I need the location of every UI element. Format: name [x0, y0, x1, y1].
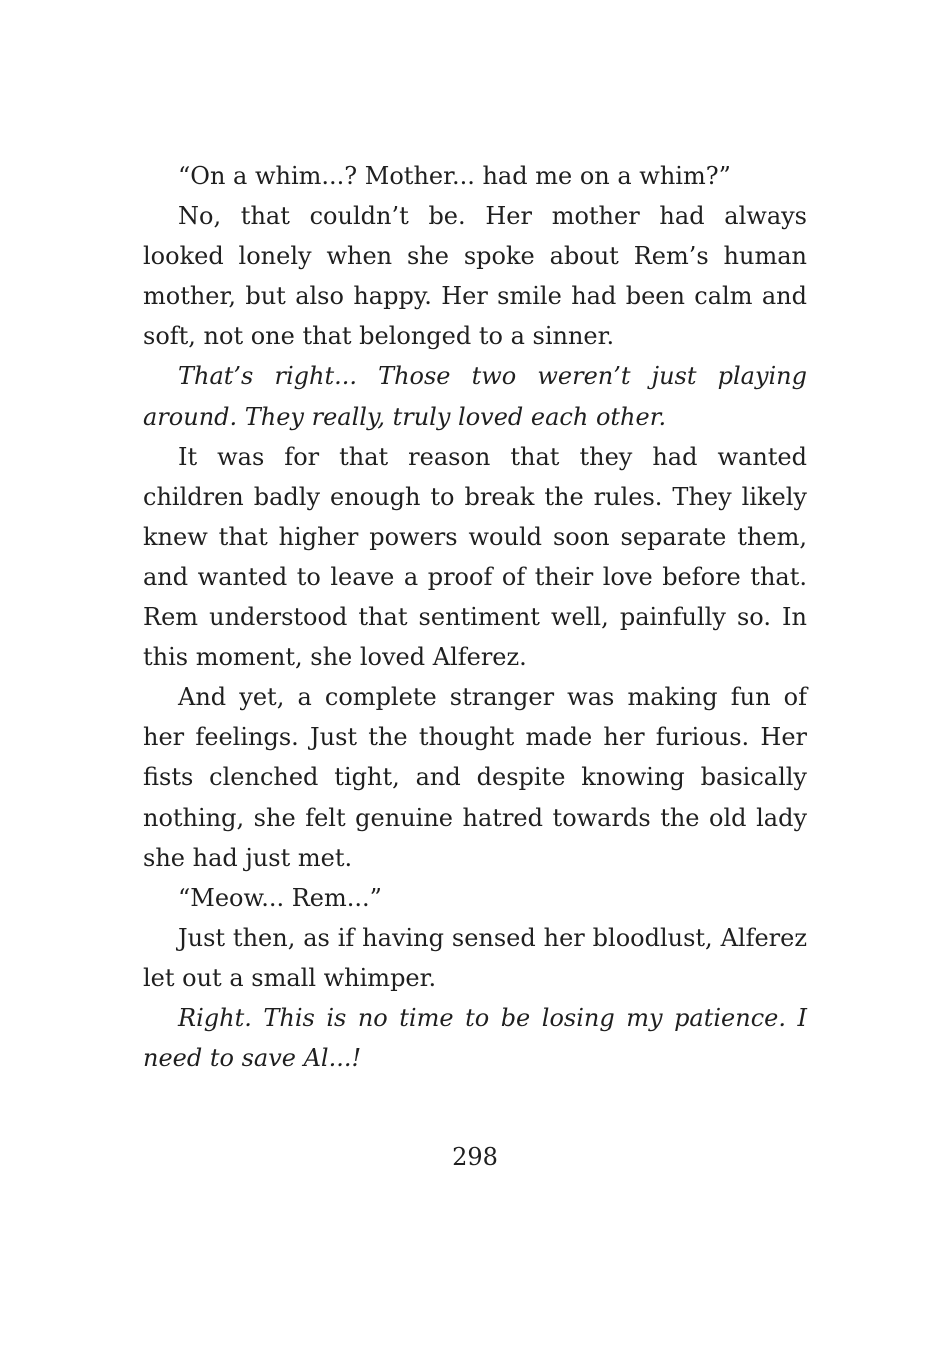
paragraph-whimper: Just then, as if having sensed her bloodlust, Alferez let out a small whimper. [143, 923, 807, 992]
body-text [143, 156, 807, 1078]
paragraph-mother-lonely: No, that couldn’t be. Her mother had always looked lonely when she spoke about Rem’s human mother, but also happy. Her smile had been calm and soft, not one that belonged to a sinner. [143, 202, 807, 351]
paragraph-dialogue-whim: “On a whim...? Mother... had me on a whim?” [178, 162, 731, 190]
paragraph-thought-save-al: Right. This is no time to be losing my patience. I need to save Al...! [143, 1003, 807, 1073]
page-number: 298 [452, 1143, 498, 1171]
paragraph-thought-loved: That’s right... Those two weren’t just playing around. They really, truly loved each other. [143, 362, 807, 431]
paragraph-dialogue-meow: “Meow... Rem...” [178, 883, 382, 912]
paragraph-stranger-hatred: And yet, a complete stranger was making fun of her feelings. Just the thought made her furious. Her fists clenched tight, and despite knowing basically nothing, she felt genuine hatred towards the old lady she had just met. [143, 683, 807, 872]
paragraph-break-rules: It was for that reason that they had wanted children badly enough to break the rules. They likely knew that higher powers would soon separate them, and wanted to leave a proof of their love before that. Rem understood that sentiment well, painfully so. In this moment, she loved Alferez. [143, 442, 807, 672]
